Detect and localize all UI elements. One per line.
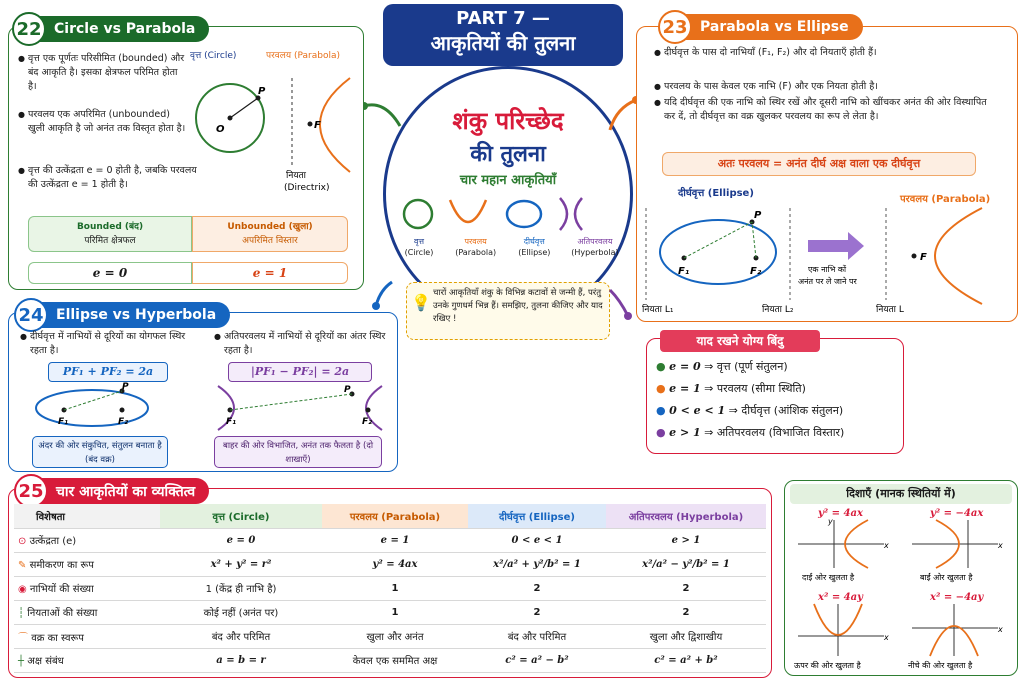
table-row: ┆ नियताओं की संख्या कोई नहीं (अनंत पर) 1 2 2: [14, 600, 766, 624]
dir-eq-4: x² = −4ay: [930, 592, 984, 603]
s23-diagram: [638, 180, 1016, 320]
dir-cap-2: बाईं ओर खुलता है: [920, 573, 973, 582]
svg-text:x: x: [998, 541, 1003, 550]
remember-item: ● e > 1 ⇒ अतिपरवलय (विभाजित विस्तार): [656, 426, 845, 439]
center-line2: की तुलना: [470, 142, 546, 167]
table-row: ⊙ उत्केंद्रता (e) e = 0 e = 1 0 < e < 1 e > 1: [14, 528, 766, 552]
shape-label-ellipse: दीर्घवृत्त (Ellipse): [518, 237, 551, 257]
remember-title: याद रखने योग्य बिंदु: [660, 330, 820, 352]
s22-e1-box: e = 1: [192, 262, 348, 284]
center-hyperbola-icon: [560, 198, 582, 230]
dir-eq-3: x² = 4ay: [818, 592, 863, 603]
section-25-title: चार आकृतियों का व्यक्तित्व: [56, 483, 196, 500]
table-row: ⌒ वक्र का स्वरूप बंद और परिमित खुला और अनंत बंद और परिमित खुला और द्विशाखीय: [14, 624, 766, 648]
s22-point-P: P: [258, 86, 266, 97]
s22-bullet-3: ● वृत्त की उत्केंद्रता e = 0 होती है, जबकि परवलय की उत्केंद्रता e = 1 होती है।: [28, 164, 198, 192]
title-part: PART 7 —: [456, 8, 550, 29]
s23-L2: नियता L₂: [762, 305, 794, 315]
svg-text:x: x: [884, 541, 889, 550]
dot-green-icon: ●: [656, 360, 666, 373]
s23-L1: नियता L₁: [642, 305, 674, 315]
s22-label-parabola: परवलय (Parabola): [266, 51, 340, 61]
s24-formula-1: PF₁ + PF₂ = 2a: [48, 362, 168, 382]
section-24-title: Ellipse vs Hyperbola: [56, 307, 217, 323]
s23-P: P: [754, 210, 762, 221]
table-row: ┼ अक्ष संबंध a = b = r केवल एक सममित अक्ष c² = a² − b² c² = a² + b²: [14, 648, 766, 672]
section-22-title: Circle vs Parabola: [54, 21, 196, 37]
table-row: ✎ समीकरण का रूप x² + y² = r² y² = 4ax x²/a² + y²/b² = 1 x²/a² − y²/b² = 1: [14, 552, 766, 576]
section-24-header: [18, 302, 230, 328]
s22-point-F: F: [314, 120, 321, 131]
remember-item: ● e = 0 ⇒ वृत्त (पूर्ण संतुलन): [656, 360, 788, 373]
svg-text:F₁: F₁: [226, 417, 237, 427]
eccentricity-icon: ⊙: [18, 536, 27, 547]
dir-eq-2: y² = −4ax: [930, 508, 984, 519]
section-22-header: [16, 16, 209, 42]
table-header-row: [14, 504, 766, 528]
section-25-header: [18, 478, 209, 504]
svg-text:F₂: F₂: [118, 417, 129, 427]
s23-ellipse-label: दीर्घवृत्त (Ellipse): [678, 188, 754, 199]
svg-text:y: y: [828, 517, 833, 526]
s24-caption-1: अंदर की ओर संकुचित, संतुलन बनाता है (बंद वक्र): [32, 436, 168, 468]
col-header: दीर्घवृत्त (Ellipse): [468, 504, 606, 528]
svg-text:x: x: [998, 625, 1003, 634]
dir-cap-4: नीचे की ओर खुलता है: [908, 661, 973, 670]
title-banner: [383, 4, 623, 66]
s23-arrow-text-2: अनंत पर ले जाने पर: [798, 277, 857, 286]
col-header: परवलय (Parabola): [322, 504, 468, 528]
s22-bounded-box: Bounded (बंद) परिमित क्षेत्रफल: [28, 216, 192, 252]
s23-conclusion: अतः परवलय = अनंत दीर्घ अक्ष वाला एक दीर्घवृत्त: [662, 152, 976, 176]
comparison-table: [14, 504, 766, 673]
s23-parabola-label: परवलय (Parabola): [900, 194, 991, 205]
section-25-number: 25: [14, 474, 48, 508]
s22-e0-box: e = 0: [28, 262, 192, 284]
curve-icon: ⌒: [18, 632, 28, 644]
s22-label-circle: वृत्त (Circle): [190, 51, 237, 61]
dir-cap-3: ऊपर की ओर खुलता है: [794, 661, 861, 670]
dot-purple-icon: ●: [656, 426, 666, 439]
shape-label-circle: वृत्त (Circle): [404, 237, 434, 257]
section-22-number: 22: [12, 12, 46, 46]
s22-unbounded-box: Unbounded (खुला) अपरिमित विस्तार: [192, 216, 348, 252]
shape-label-hyperbola: अतिपरवलय (Hyperbola): [571, 237, 619, 257]
center-parabola-icon: [450, 200, 486, 222]
s23-bullet-2: ● परवलय के पास केवल एक नाभि (F) और एक नियता होती है।: [664, 80, 994, 94]
s22-directrix-2: (Directrix): [284, 183, 330, 193]
directions-title: दिशाएँ (मानक स्थितियों में): [790, 484, 1012, 504]
section-24-number: 24: [14, 298, 48, 332]
table-row: ◉ नाभियों की संख्या 1 (केंद्र ही नाभि है) 1 2 2: [14, 576, 766, 600]
remember-list: [656, 356, 900, 444]
s22-bullet-2: ● परवलय एक अपरिमित (unbounded) खुली आकृति है जो अनंत तक विस्तृत होता है।: [28, 108, 188, 136]
col-header: अतिपरवलय (Hyperbola): [606, 504, 766, 528]
s24-bullet-1: ● दीर्घवृत्त में नाभियों से दूरियों का योगफल स्थिर रहता है।: [30, 330, 190, 358]
center-line1: शंकु परिच्छेद: [452, 107, 564, 135]
center-note-box: [406, 282, 610, 340]
col-header: विशेषता: [14, 504, 160, 528]
s24-caption-2: बाहर की ओर विभाजित, अनंत तक फैलता है (दो शाखाएँ): [214, 436, 382, 468]
svg-text:x: x: [884, 633, 889, 642]
lightbulb-icon: 💡: [411, 293, 431, 312]
s24-formula-2: |PF₁ − PF₂| = 2a: [228, 362, 372, 382]
directions-diagrams: [788, 506, 1016, 674]
pencil-icon: ✎: [18, 560, 27, 571]
svg-text:F₁: F₁: [58, 417, 69, 427]
axis-icon: ┼: [18, 656, 25, 667]
s23-arrow-icon: [808, 232, 864, 260]
dir-eq-1: y² = 4ax: [818, 508, 863, 519]
s22-diagram: [190, 44, 360, 194]
s23-bullet-3: ● यदि दीर्घवृत्त की एक नाभि को स्थिर रखें और दूसरी नाभि को खींचकर अनंत की ओर विस्थापित कर दें, तो दीर्घवृत्त का वक्र खुलकर परवलय का रूप ले लेता है।: [664, 96, 994, 124]
svg-text:P: P: [344, 385, 351, 395]
s23-F1: F₁: [678, 266, 690, 277]
s23-F: F: [920, 252, 927, 263]
section-23-number: 23: [658, 10, 692, 44]
focus-icon: ◉: [18, 584, 27, 595]
s22-directrix-1: नियता: [286, 171, 307, 181]
section-23-title: Parabola vs Ellipse: [700, 19, 849, 35]
remember-item: ● 0 < e < 1 ⇒ दीर्घवृत्त (आंशिक संतुलन): [656, 404, 844, 417]
s23-F2: F₂: [750, 266, 762, 277]
svg-text:F₂: F₂: [362, 417, 373, 427]
dir-cap-1: दाईं ओर खुलता है: [802, 573, 855, 582]
s22-bullet-1: ● वृत्त एक पूर्णतः परिसीमित (bounded) और बंद आकृति है। इसका क्षेत्रफल परिमित होता है।: [28, 52, 188, 94]
center-shapes: [396, 194, 622, 238]
remember-item: ● e = 1 ⇒ परवलय (सीमा स्थिति): [656, 382, 806, 395]
dot-orange-icon: ●: [656, 382, 666, 395]
title-main: आकृतियों की तुलना: [430, 31, 576, 55]
s23-arrow-text-1: एक नाभि कों: [808, 265, 847, 274]
center-ellipse-icon: [507, 201, 541, 227]
s24-bullet-2: ● अतिपरवलय में नाभियों से दूरियों का अंतर स्थिर रहता है।: [224, 330, 389, 358]
s23-bullet-1: ● दीर्घवृत्त के पास दो नाभियाँ (F₁, F₂) और दो नियताएँ होती हैं।: [664, 46, 994, 60]
center-note: चारों आकृतियाँ शंकु के विभिन्न कटावों से जन्मी हैं, परंतु उनके गुणधर्म भिन्न हैं। समझिए, तुलना कीजिए और याद रखिए !: [433, 288, 603, 324]
dot-blue-icon: ●: [656, 404, 666, 417]
directrix-icon: ┆: [18, 608, 25, 619]
svg-text:P: P: [122, 382, 129, 392]
shape-label-parabola: परवलय (Parabola): [455, 237, 497, 257]
section-23-header: [662, 14, 863, 40]
col-header: वृत्त (Circle): [160, 504, 322, 528]
s23-L: नियता L: [876, 305, 904, 315]
center-line3: चार महान आकृतियाँ: [459, 173, 557, 188]
s22-point-O: O: [216, 124, 225, 135]
center-circle-icon: [404, 200, 432, 228]
s24-diagram: [30, 382, 390, 434]
